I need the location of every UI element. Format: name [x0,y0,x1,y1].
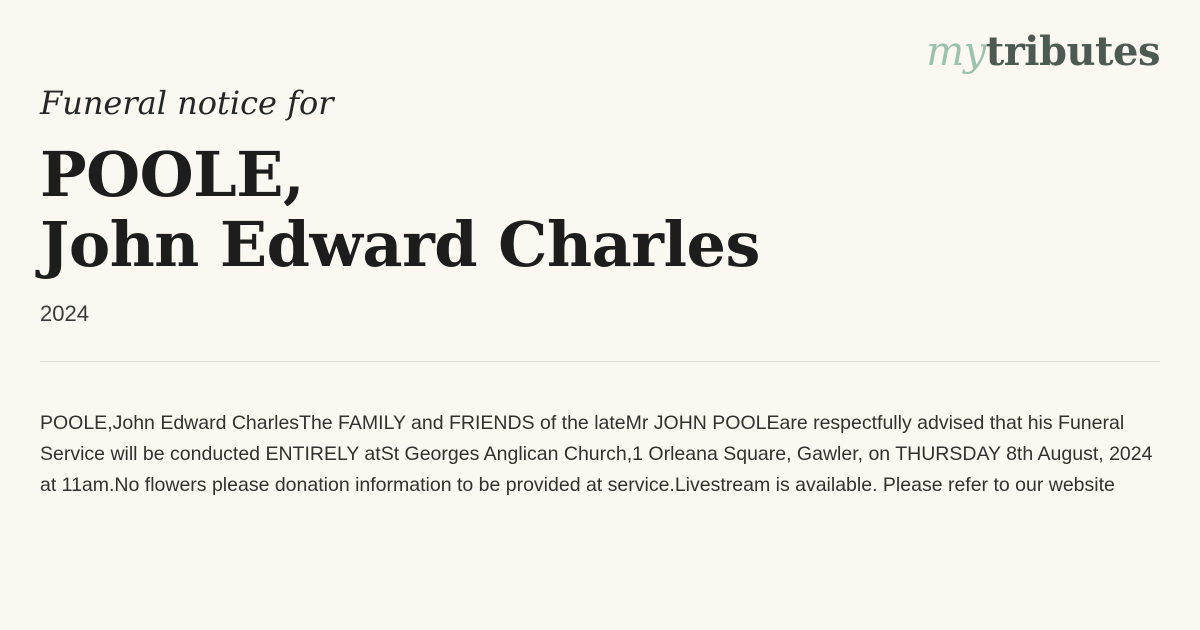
horizontal-divider [40,361,1160,362]
logo-text-my: my [926,29,986,75]
notice-header [40,84,1160,328]
deceased-given-names: John Edward Charles [40,207,760,281]
page-title [40,140,1160,279]
site-logo[interactable] [926,28,1160,75]
notice-eyebrow: Funeral notice for [40,84,334,122]
notice-body-text: POOLE,John Edward CharlesThe FAMILY and FRIENDS of the lateMr JOHN POOLEare respectfully advised that his Funeral Service will be conducted ENTIRELY atSt Georges Anglican Church,1 Orleana Square, Gawler, on THURSDAY 8th August, 2024 at 11am.No flowers please donation information to be provided at service.Livestream is available. Please refer to our website [40,411,1153,496]
notice-year: 2024 [40,301,89,327]
deceased-surname: POOLE, [40,138,305,212]
logo-text-tributes: tributes [985,28,1160,75]
